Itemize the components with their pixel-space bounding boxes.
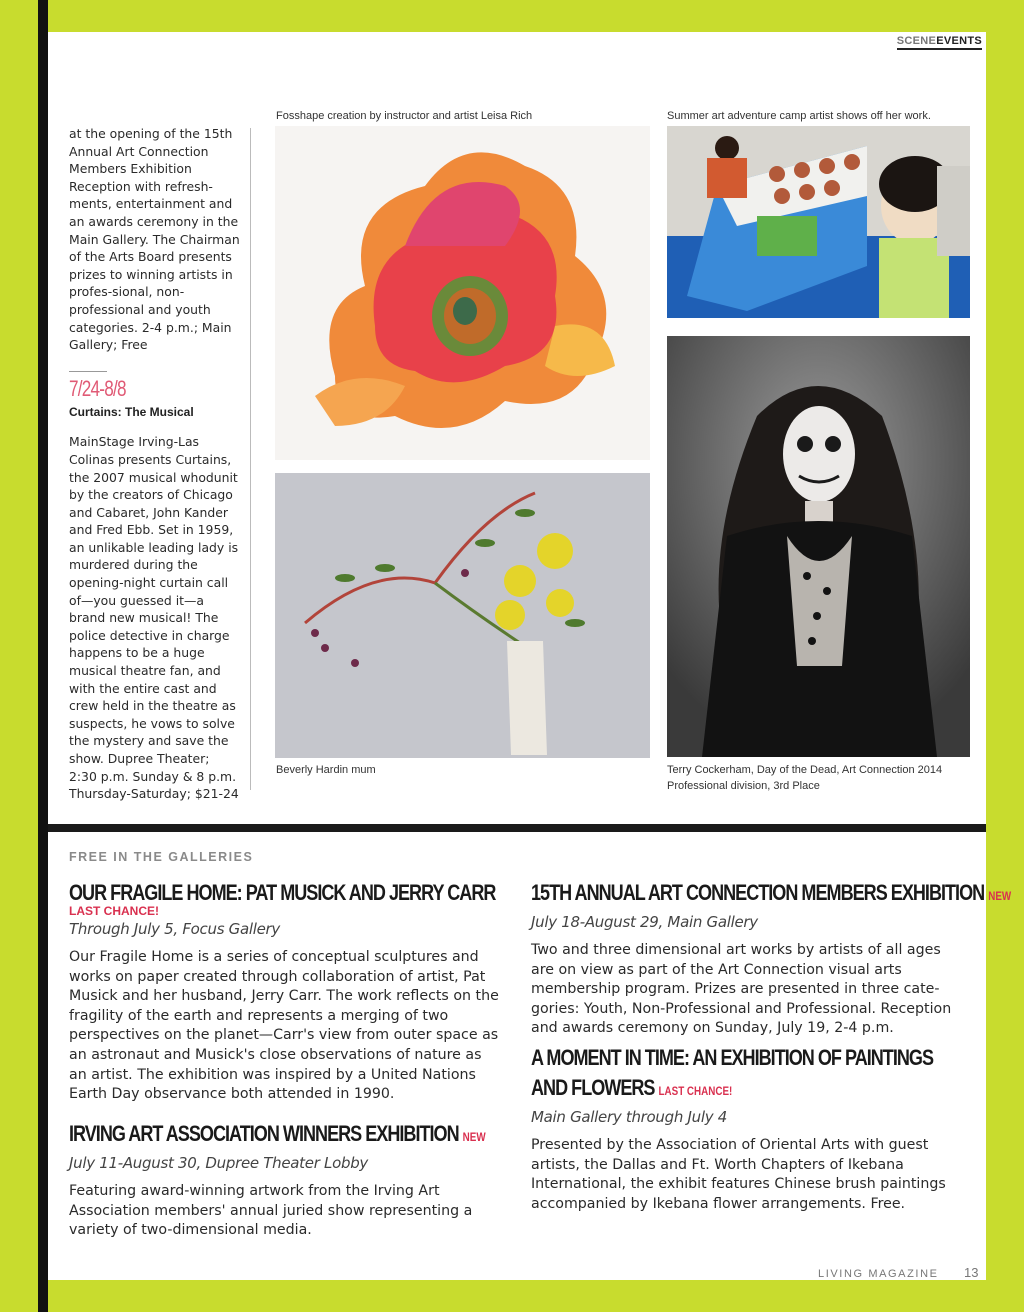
last-chance-tag: LAST CHANCE! [658,1084,733,1098]
left-column [69,125,241,803]
galleries-heading: FREE IN THE GALLERIES [69,850,254,864]
item-title-line2: AND FLOWERS LAST CHANCE! [531,1075,733,1100]
new-tag: NEW [462,1130,486,1144]
item-body: Our Fragile Home is a series of conceptual sculptures and works on paper created through collaboration of artist, Pat Musick and her husband, Jerry Carr. The work reflects on the fragility of the earth and represents a merging of two perspectives on the planet—Carr's view from outer space as an astronaut and Musick's close observations of nature as an artist. The exhibition was inspired by a United Nations Earth Day observance both attended in 1990. [69,949,499,1103]
fosshape-photo [275,126,650,460]
item-dates: July 11-August 30, Dupree Theater Lobby [69,1154,368,1172]
mum-caption: Beverly Hardin mum [276,764,376,776]
page-number: 13 [964,1265,979,1280]
footer-magazine-name: LIVING MAGAZINE [818,1268,939,1280]
item-dates: Through July 5, Focus Gallery [69,920,281,938]
section-tag: SCENEEVENTS [897,35,982,50]
item-dates: July 18-August 29, Main Gallery [531,913,758,931]
item-dates: Main Gallery through July 4 [531,1108,727,1126]
event-rule [69,371,107,372]
section-divider [48,824,986,832]
gallery-item-art-connection [531,878,1012,1039]
fosshape-caption: Fosshape creation by instructor and artist Leisa Rich [276,110,533,122]
day-of-the-dead-photo [667,336,970,757]
intro-text: at the opening of the 15th Annual Art Connection Members Exhibition Reception with refresh-ments, entertainment and an awards ceremony in the Main Gallery. The Chairman of the Arts Board presents prizes to winning artists in profes-sional, non-professional and youth categories. 2-4 p.m.; Main Gallery; Free [69,126,240,353]
column-divider [250,128,251,790]
item-title: 15TH ANNUAL ART CONNECTION MEMBERS EXHIBITION NEW [531,880,1012,905]
left-black-bar [38,0,48,1312]
dotd-caption-line1: Terry Cockerham, Day of the Dead, Art Connection 2014 [667,764,943,776]
new-tag: NEW [988,889,1012,903]
gallery-item-irving-art [69,1119,499,1241]
magazine-page [48,32,1012,1280]
gallery-item-fragile-home [69,878,499,1105]
camp-caption: Summer art adventure camp artist shows off her work. [667,110,931,122]
camp-photo [667,126,970,318]
item-title: IRVING ART ASSOCIATION WINNERS EXHIBITION NEW [69,1121,486,1146]
dotd-caption-line2: Professional division, 3rd Place [667,780,820,792]
item-body: Two and three dimensional art works by artists of all ages are on view as part of the Art Connection visual arts membership program. Prizes are presented in three cate-gories: Youth, Non-Professional and Professional. Reception and awards ceremony on Sunday, July 19, 2-4 p.m. [531,942,952,1037]
item-body: Featuring award-winning artwork from the Irving Art Association members' annual juried show representing a variety of two-dimensional media. [69,1183,473,1239]
event-date: 7/24-8/8 [69,375,126,401]
item-title: OUR FRAGILE HOME: PAT MUSICK AND JERRY CARR [69,880,496,905]
event-title: Curtains: The Musical [69,404,194,419]
item-title-line1: A MOMENT IN TIME: AN EXHIBITION OF PAINTINGS [531,1045,934,1070]
last-chance-tag: LAST CHANCE! [69,904,159,918]
mum-photo [275,473,650,758]
item-body: Presented by the Association of Oriental Arts with guest artists, the Dallas and Ft. Worth Chapters of Ikebana International, the exhibit features Chinese brush paintings accompanied by Ikebana flower arrangements. Free. [531,1137,946,1212]
event-text: MainStage Irving-Las Colinas presents Curtains, the 2007 musical whodunit by the creators of Chicago and Cabaret, John Kander and Fred Ebb. Set in 1959, an unlikable leading lady is murdered during the opening-night curtain call of—you guessed it—a brand new musical! The police detective in charge happens to be a huge musical theatre fan, and with the entire cast and crew held in the theatre as suspects, he vows to solve the mystery and save the show. Dupree Theater; 2:30 p.m. Sunday & 8 p.m. Thursday-Saturday; $21-24 [69,434,239,802]
gallery-item-moment-in-time [531,1043,961,1214]
